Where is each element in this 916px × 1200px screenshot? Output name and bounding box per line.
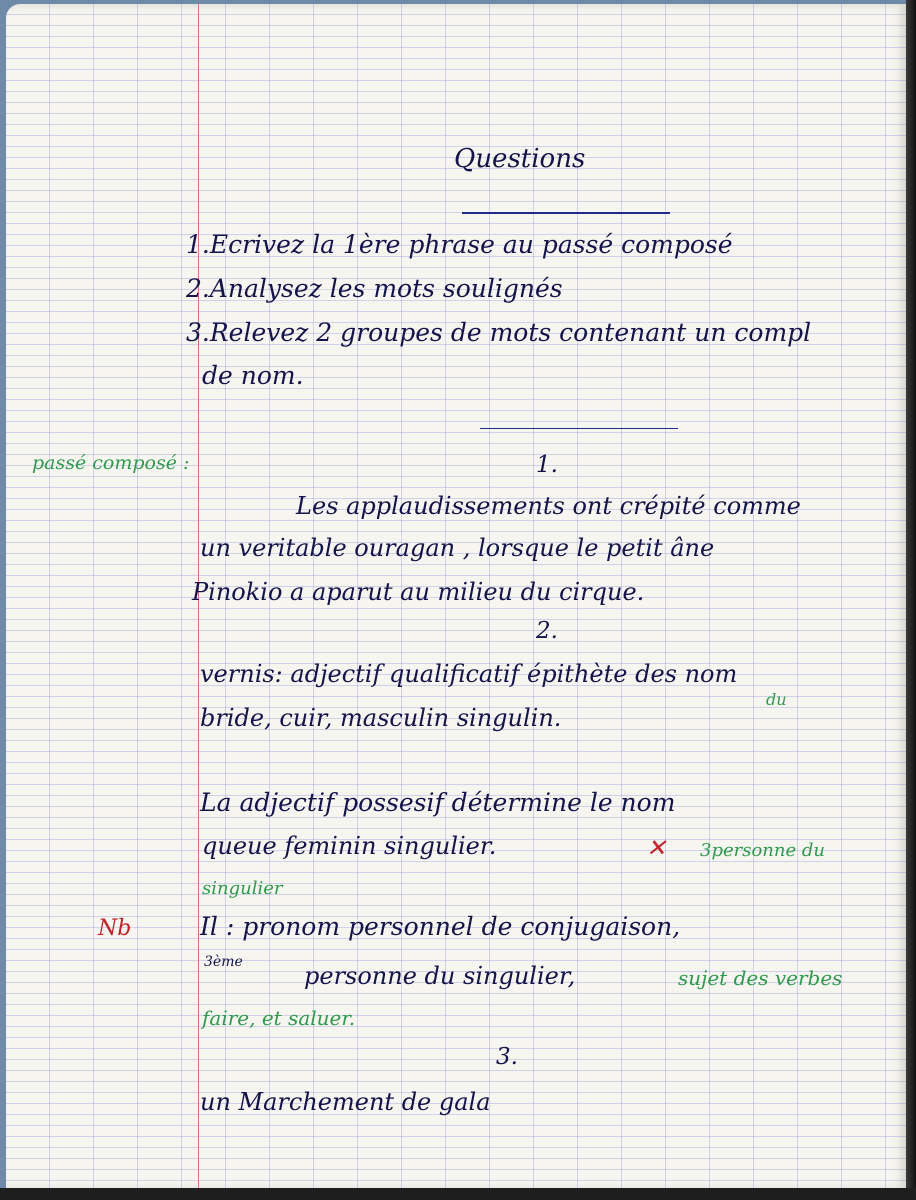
page-edge-shadow — [906, 0, 916, 1200]
page-bottom-shadow — [0, 1188, 916, 1200]
title-underline — [462, 212, 670, 214]
il-correction-2: faire, et saluer. — [202, 1006, 356, 1030]
margin-note-top: passé composé : — [32, 452, 190, 474]
section-number-1: 1. — [536, 452, 558, 478]
answer2-bride: bride, cuir, masculin singulin. — [200, 704, 562, 732]
answer2-vernis: vernis: adjectif qualificatif épithète des nom — [200, 660, 738, 688]
answer2-il-line1: Il : pronom personnel de conjugaison, — [200, 912, 681, 941]
answer2-la-line2: queue feminin singulier. — [202, 832, 497, 860]
answer1-line1: Les applaudissements ont crépité comme — [296, 492, 801, 520]
question-3: 3.Relevez 2 groupes de mots contenant un compl — [186, 318, 812, 347]
il-label: 3ème — [204, 954, 243, 970]
question-1: 1.Ecrivez la 1ère phrase au passé composé — [186, 230, 733, 259]
correction-x-mark: ✕ — [646, 834, 667, 862]
section-number-3: 3. — [496, 1044, 518, 1070]
il-correction: sujet des verbes — [678, 966, 843, 990]
section-divider — [480, 428, 678, 429]
question-2: 2.Analysez les mots soulignés — [186, 274, 563, 303]
notebook-page — [6, 4, 908, 1190]
page-title: Questions — [454, 144, 586, 174]
answer2-il-line2: personne du singulier, — [304, 962, 576, 990]
la-correction: 3personne du — [700, 840, 825, 861]
margin-mark: Nb — [98, 916, 132, 941]
question-3-continued: de nom. — [202, 361, 304, 390]
answer1-line2: un veritable ouragan , lorsque le petit âne — [200, 534, 715, 562]
answer1-line3: Pinokio a aparut au milieu du cirque. — [192, 578, 645, 606]
correction-du: du — [766, 690, 787, 709]
answer3-line1: un Marchement de gala — [200, 1088, 491, 1116]
la-correction-2: singulier — [202, 878, 283, 899]
answer2-la-line1: La adjectif possesif détermine le nom — [200, 788, 676, 817]
section-number-2: 2. — [536, 618, 558, 644]
